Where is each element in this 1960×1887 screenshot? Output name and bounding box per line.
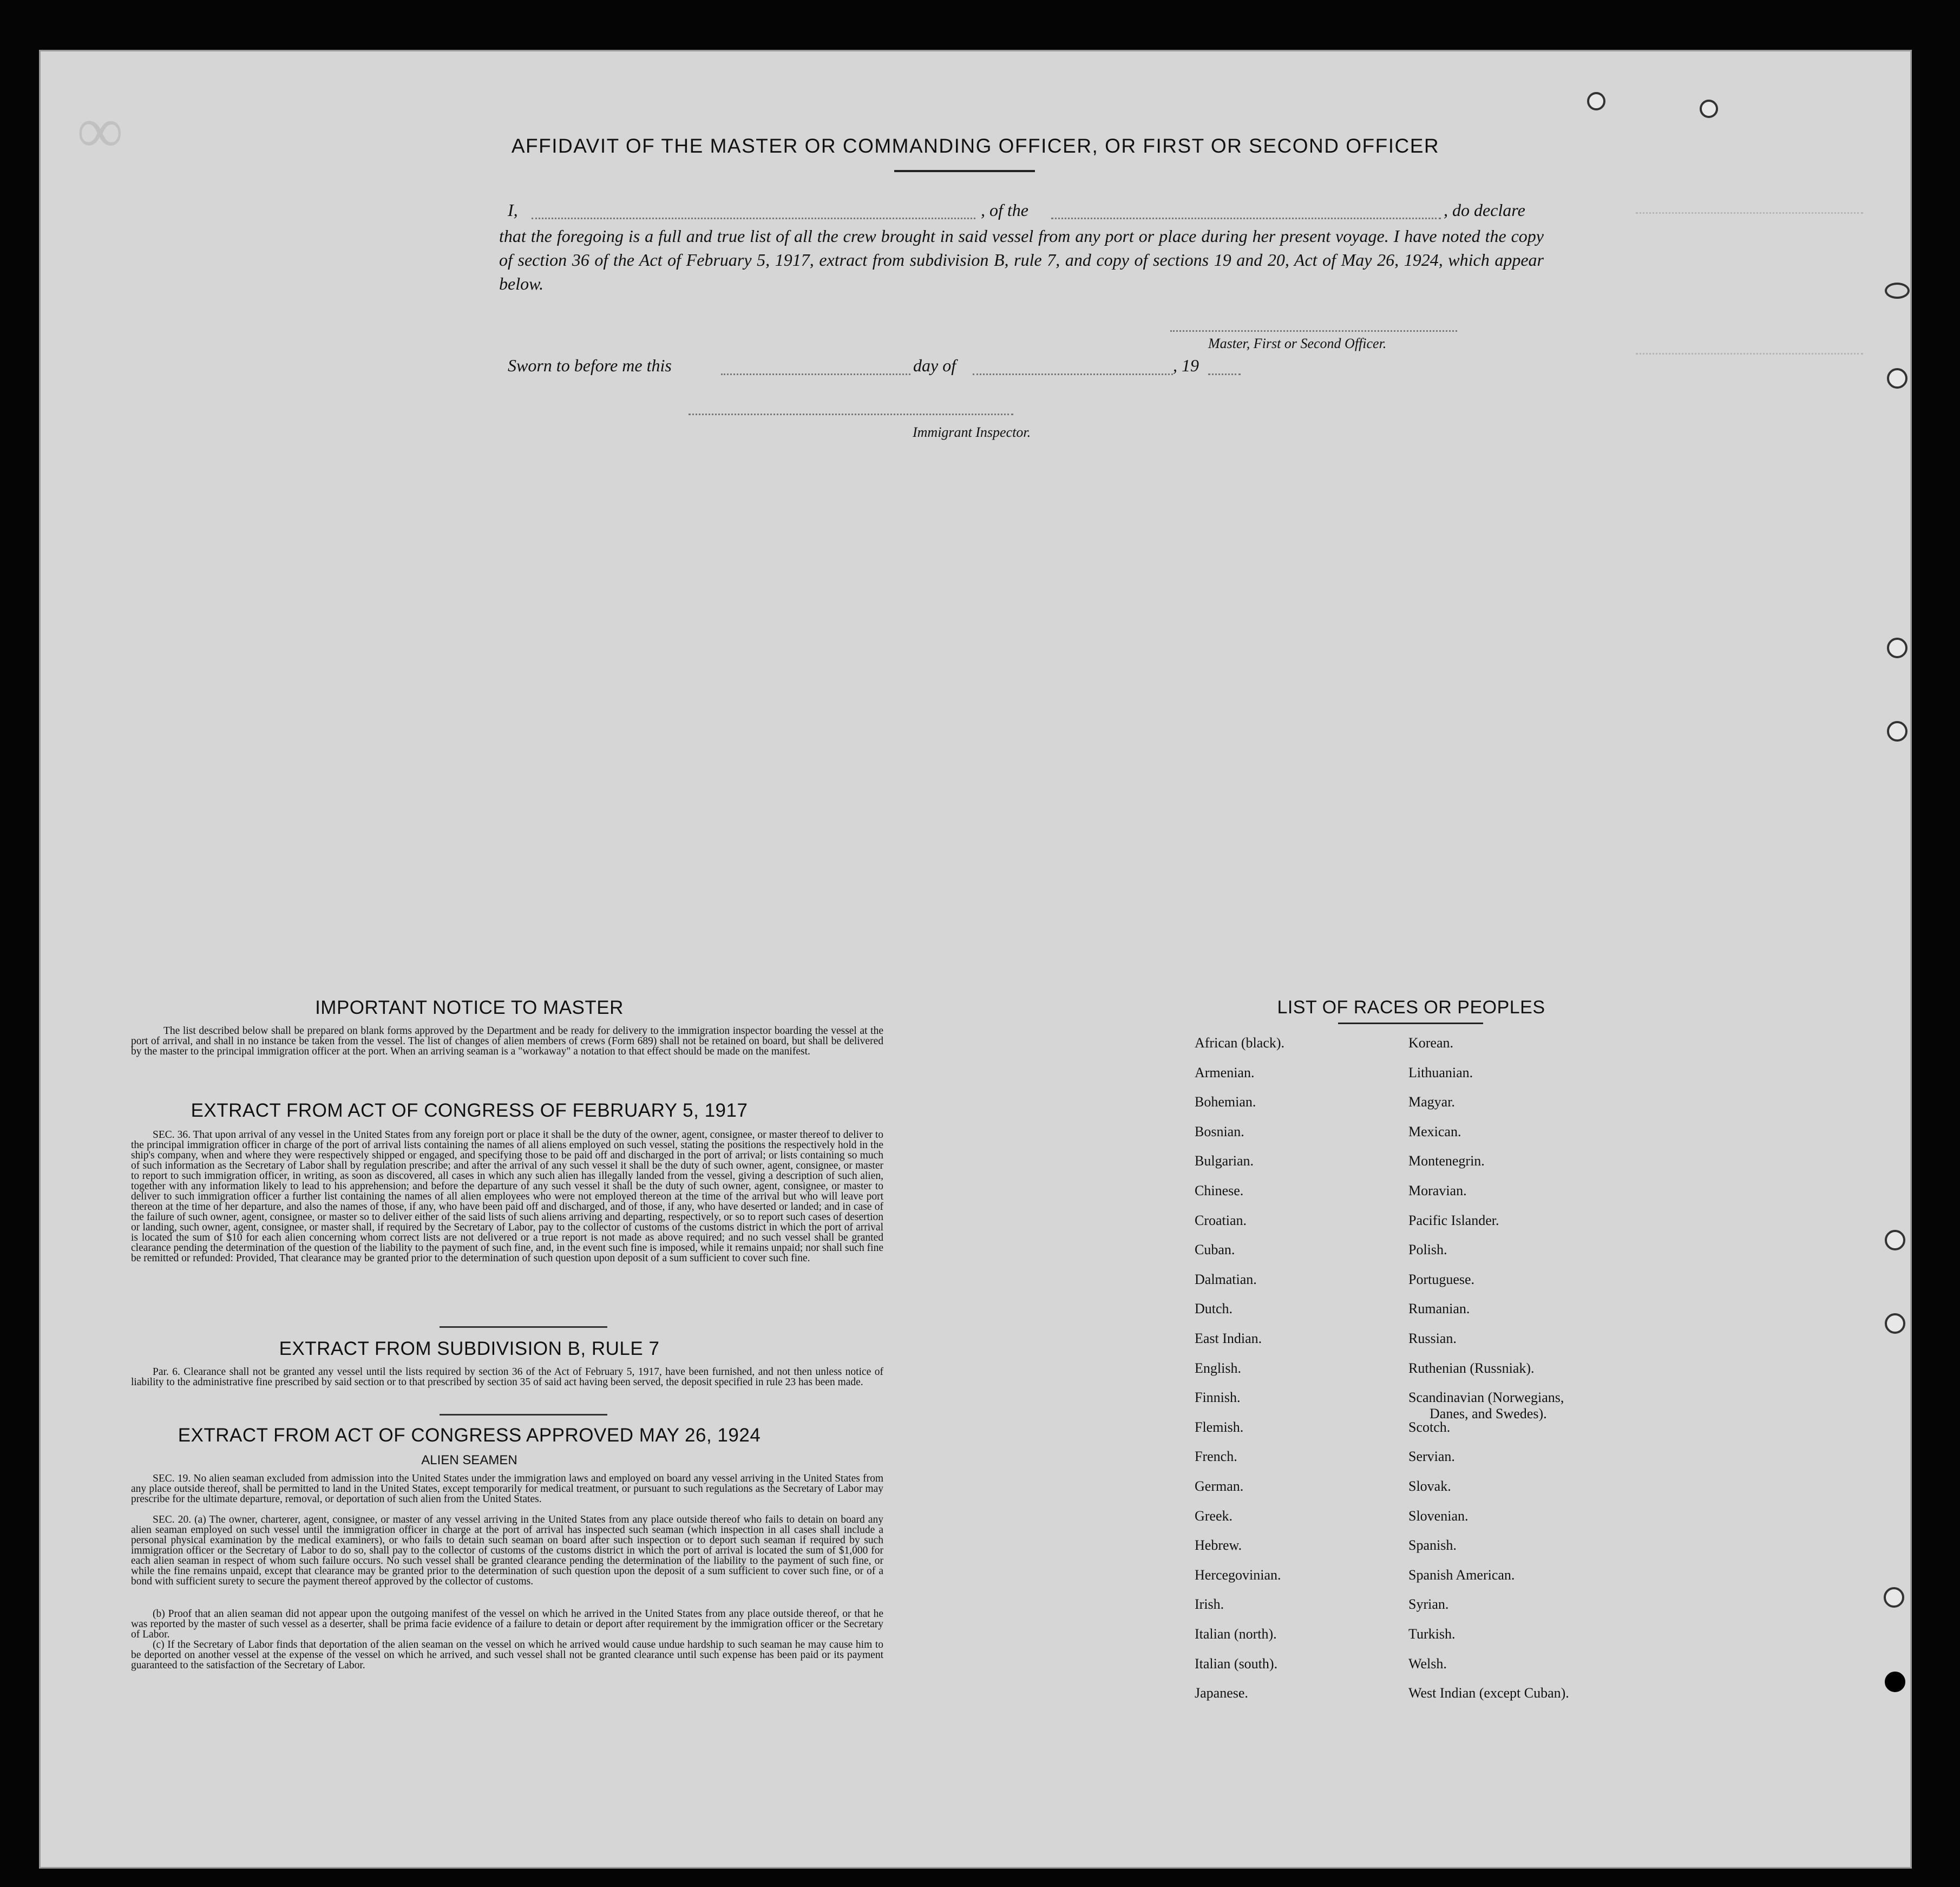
race-item: Japanese. [1195,1685,1248,1701]
bleed-through-mark: ∞ [77,94,123,166]
race-item: Syrian. [1408,1596,1449,1612]
binder-hole [1887,721,1907,742]
signature-line [1170,330,1457,332]
section-divider [440,1326,607,1328]
race-item: Armenian. [1195,1065,1255,1080]
notice-title: IMPORTANT NOTICE TO MASTER [315,997,624,1018]
race-item: Irish. [1195,1596,1224,1612]
race-item: Moravian. [1408,1183,1467,1198]
race-item: Hercegovinian. [1195,1567,1281,1583]
race-item: Flemish. [1195,1419,1244,1435]
sworn-day-of: day of [913,356,956,375]
extract-rule7-text: Par. 6. Clearance shall not be granted any vessel until the lists required by section 36 of the Act of February 5, 1917, have been furnished, and not then unless notice of liability to the administrative fine prescribed by said section or to that prescribed by section 35 of said act having been served, the deposit specified in rule 23 has been made. [131,1366,883,1388]
race-item: Dalmatian. [1195,1272,1257,1287]
binder-hole [1885,1313,1905,1334]
name-field-line [532,218,975,219]
race-item: Russian. [1408,1331,1457,1346]
affidavit-i-label: I, [508,200,518,220]
binder-hole [1884,1587,1904,1608]
notice-text: The list described below shall be prepared on blank forms approved by the Department and be ready for delivery to the immigration inspector boarding the vessel at the port of arrival, and shall in no instance be taken from the vessel. The list of changes of alien members of crews (Form 689) shall not be retained on board, but shall be delivered by the master to the principal immigration officer at the port. When an arriving seaman is a "workaway" a notation to that effect should be made on the manifest. [131,1025,883,1057]
race-item: West Indian (except Cuban). [1408,1685,1569,1701]
race-item: Polish. [1408,1242,1447,1257]
extract-1924-sec20a: SEC. 20. (a) The owner, charterer, agent, consignee, or master of any vessel arriving in the United States from any place outside thereof who fails to detain on board any alien seaman employed on such vessel until the immigration officer in charge at the port of arrival has inspected such seaman (which inspection in all cases shall include a personal physical examination by the medical examiners), or who fails to detain such seaman on board after such inspection or to deport such seaman if required by such immigration officer or the Secretary of Labor to do so, shall pay to the collector of customs of the customs district in which the port of arrival is located the sum of $1,000 for each alien seaman in respect of whom such failure occurs. No such vessel shall be granted clearance pending the determination of the liability to the payment of such fine, or while the fine remains unpaid, except that clearance may be granted prior to the determination of such question upon the deposit of a sum sufficient to cover such fine, or of a bond with sufficient surety to secure the payment thereof approved by the collector of customs. [131,1514,883,1587]
binder-hole [1587,92,1605,110]
race-item: Dutch. [1195,1301,1233,1316]
race-item: English. [1195,1360,1241,1376]
race-item: Hebrew. [1195,1537,1242,1553]
race-item: East Indian. [1195,1331,1262,1346]
race-item: Slovenian. [1408,1508,1469,1524]
extract-1924-sec20b: (b) Proof that an alien seaman did not appear upon the outgoing manifest of the vessel on which he arrived in the United States from any place outside thereof, or that he was reported by the master of such vessel as a deserter, shall be prima facie evidence of a failure to detain or deport after requirement by the immigration officer or the Secretary of Labor. [131,1608,883,1640]
race-item: Italian (north). [1195,1626,1277,1642]
race-item: Bosnian. [1195,1124,1244,1139]
race-item: Croatian. [1195,1213,1247,1228]
race-item: Finnish. [1195,1390,1241,1405]
race-item: Ruthenian (Russniak). [1408,1360,1535,1376]
race-item: Portuguese. [1408,1272,1475,1287]
race-item: Italian (south). [1195,1656,1278,1672]
binder-hole-filled [1885,1672,1905,1692]
race-item: Pacific Islander. [1408,1213,1499,1228]
race-item: Turkish. [1408,1626,1456,1642]
signature-label: Master, First or Second Officer. [1208,336,1387,351]
race-item: Greek. [1195,1508,1233,1524]
sworn-day-line [721,374,910,375]
race-item: Slovak. [1408,1478,1451,1494]
race-item: Mexican. [1408,1124,1461,1139]
races-title-underline [1338,1023,1483,1024]
race-item: German. [1195,1478,1244,1494]
race-item: Montenegrin. [1408,1153,1485,1169]
extract-1917-text: SEC. 36. That upon arrival of any vessel in the United States from any foreign port or place it shall be the duty of the owner, agent, consignee, or master thereof to deliver to the principal immigration officer in charge of the port of arrival lists containing the names of all aliens employed on such vessel, stating the positions the respectively hold in the ship's company, when and where they were respectively shipped or engaged, and specifying those to be paid off and discharged in the port of arrival; or lists containing so much of such information as the Secretary of Labor shall by regulation prescribe; and after the arrival of any such vessel it shall be the duty of such owner, agent, consignee, or master to report to such immigration officer, in writing, as soon as discovered, all cases in which any such alien has illegally landed from the vessel, giving a description of such alien, together with any information likely to lead to his apprehension; and before the departure of any such vessel it shall be the duty of such owner, agent, consignee, or master to deliver to such immigration officer a further list containing the names of all alien employees who were not employed thereon at the time of the arrival but who will leave port thereon at the time of her departure, and also the names of those, if any, who have been paid off and discharged, and of those, if any, who have deserted or landed; and in case of the failure of such owner, agent, consignee, or master so to deliver either of the said lists of such aliens arriving and departing, respectively, or so to report such cases of desertion or landing, such owner, agent, consignee, or master shall, if required by the Secretary of Labor, pay to the collector of customs of the customs district in which the port of arrival is located the sum of $10 for each alien concerning whom correct lists are not delivered or a true report is not made as above required; and no such vessel shall be granted clearance pending the determination of the question of the liability to the payment of such fine, and, in the event such fine is imposed, while it remains unpaid; nor shall such fine be remitted or refunded: Provided, That clearance may be granted prior to the determination of such question upon deposit of a sum sufficient to cover such fine. [131,1129,883,1264]
race-item: Spanish. [1408,1537,1457,1553]
do-declare-label: , do declare [1444,200,1525,220]
race-item: Bohemian. [1195,1094,1256,1110]
race-item: Lithuanian. [1408,1065,1473,1080]
sworn-year-line [1208,374,1241,375]
sworn-prefix: Sworn to before me this [508,356,672,375]
bleed-through-mark [1636,353,1863,365]
sworn-month-line [973,374,1173,375]
race-item: Korean. [1408,1035,1454,1051]
race-item: Chinese. [1195,1183,1244,1198]
affidavit-title: AFFIDAVIT OF THE MASTER OR COMMANDING OFFICER, OR FIRST OR SECOND OFFICER [511,135,1440,157]
races-title: LIST OF RACES OR PEOPLES [1277,997,1545,1018]
race-item: Scandinavian (Norwegians, Danes, and Swedes). [1408,1390,1564,1421]
race-item: Spanish American. [1408,1567,1515,1583]
extract-1924-title: EXTRACT FROM ACT OF CONGRESS APPROVED MAY 26, 1924 [178,1425,761,1446]
race-item: Servian. [1408,1449,1455,1464]
extract-rule7-title: EXTRACT FROM SUBDIVISION B, RULE 7 [279,1338,660,1359]
vessel-field-line [1051,218,1441,219]
binder-hole [1885,1230,1905,1250]
race-item: Scotch. [1408,1419,1451,1435]
binder-hole [1700,100,1718,118]
binder-hole [1887,638,1907,658]
document-page [39,50,1912,1869]
race-item: Cuban. [1195,1242,1235,1257]
race-item: African (black). [1195,1035,1285,1051]
margin-tab-mark [1885,283,1910,299]
extract-1924-subtitle: ALIEN SEAMEN [421,1453,517,1467]
section-divider [440,1414,607,1416]
affidavit-body: that the foregoing is a full and true list of all the crew brought in said vessel from any port or place during her present voyage. I have noted the copy of section 36 of the Act of February 5, 1917, extract from subdivision B, rule 7, and copy of sections 19 and 20, Act of May 26, 1924, which appear below. [499,226,1544,293]
race-item: Rumanian. [1408,1301,1470,1316]
title-underline [894,170,1035,172]
extract-1924-sec19: SEC. 19. No alien seaman excluded from admission into the United States under the immigration laws and employed on board any vessel arriving in the United States from any place outside thereof, shall be permitted to land in the United States, except temporarily for medical treatment, or pursuant to such regulations as the Secretary of Labor may prescribe for the ultimate departure, removal, or deportation of such alien from the United States. [131,1473,883,1505]
bleed-through-mark [1636,212,1863,225]
binder-hole [1887,368,1907,389]
sworn-year: , 19 [1173,356,1199,375]
inspector-signature-line [689,414,1013,415]
race-item: French. [1195,1449,1237,1464]
of-the-label: , of the [981,200,1028,220]
extract-1917-title: EXTRACT FROM ACT OF CONGRESS OF FEBRUARY 5, 1917 [191,1100,748,1121]
race-item: Bulgarian. [1195,1153,1254,1169]
extract-1924-sec20c: (c) If the Secretary of Labor finds that deportation of the alien seaman on the vessel on which he arrived would cause undue hardship to such seaman he may cause him to be deported on another vessel at the expense of the vessel on which he arrived, and such vessel shall not be granted clearance until such expense has been paid or its payment guaranteed to the satisfaction of the Secretary of Labor. [131,1639,883,1671]
race-item: Magyar. [1408,1094,1455,1110]
race-item: Welsh. [1408,1656,1447,1672]
inspector-label: Immigrant Inspector. [913,424,1031,440]
